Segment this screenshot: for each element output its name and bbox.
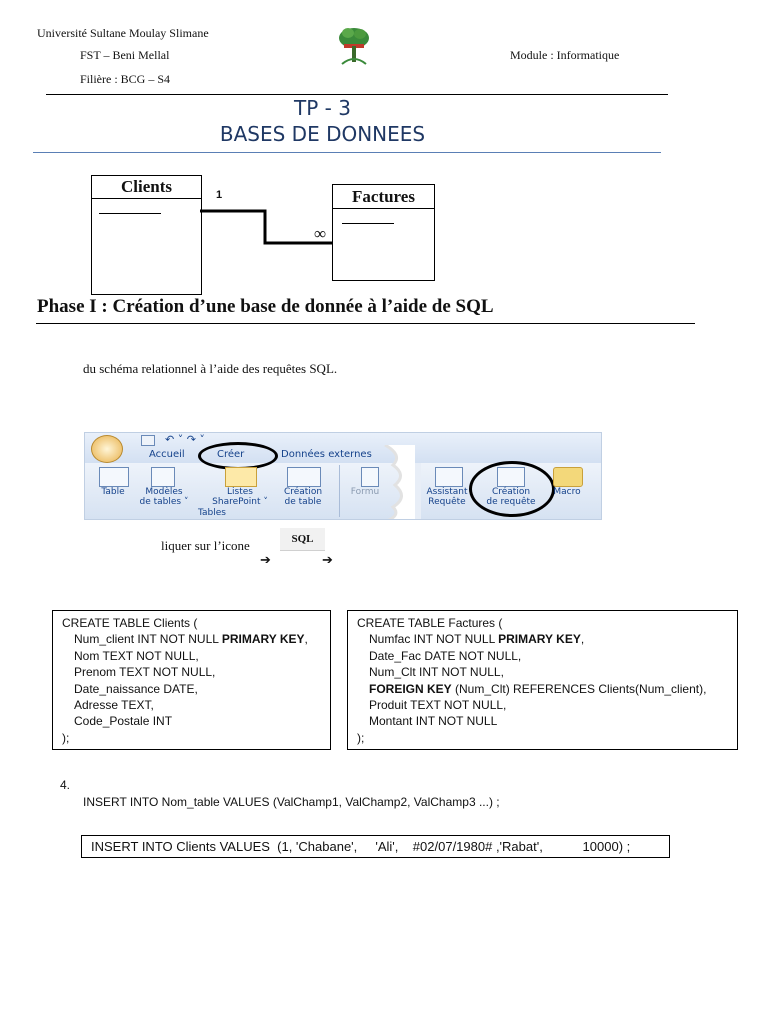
creation-requete-label[interactable]: Création de requête [486, 487, 536, 507]
group-divider [339, 465, 340, 517]
code-line: Num_Clt INT NOT NULL, [369, 665, 504, 680]
tp-number: TP - 3 [294, 96, 351, 120]
intro-text: du schéma relationnel à l’aide des requêtes SQL. [83, 361, 338, 376]
access-ribbon-screenshot [84, 432, 602, 520]
clients-entity-box [91, 175, 202, 295]
cardinality-many: ∞ [314, 224, 327, 243]
code-line: Numfac INT NOT NULL PRIMARY KEY, [369, 632, 585, 647]
step-number: 4. [60, 778, 71, 792]
title-rule [33, 152, 661, 153]
factures-entity-box [332, 184, 435, 281]
formulaire-label[interactable]: Formu [350, 487, 380, 497]
listes-sharepoint-icon[interactable] [225, 467, 257, 487]
code-line: Date_Fac DATE NOT NULL, [369, 648, 522, 663]
instruction-text: liquer sur l’icone [161, 538, 250, 553]
code-line: Montant INT NOT NULL [369, 714, 498, 729]
module-label: Module : Informatique [510, 48, 620, 62]
code-line: Produit TEXT NOT NULL, [369, 698, 507, 713]
code-line: Code_Postale INT [74, 714, 173, 729]
modeles-button-label[interactable]: Modèles de tables ˅ [139, 487, 189, 507]
office-button[interactable] [91, 435, 123, 463]
code-line: CREATE TABLE Factures ( [357, 616, 503, 630]
code-line: Num_client INT NOT NULL PRIMARY KEY, [74, 632, 308, 647]
phase-heading: Phase I : Création d’une base de donnée à l’aide de SQL [37, 296, 494, 317]
header-rule [46, 94, 668, 95]
insert-syntax: INSERT INTO Nom_table VALUES (ValChamp1, ValChamp2, ValChamp3 ...) ; [83, 795, 500, 809]
code-line: Prenom TEXT NOT NULL, [74, 665, 216, 680]
university-logo [336, 24, 372, 68]
code-line: FOREIGN KEY (Num_Clt) REFERENCES Clients(Num_client), [369, 681, 707, 696]
factures-create-table-box [347, 610, 738, 750]
assistant-requete-icon[interactable] [435, 467, 463, 487]
table-icon[interactable] [99, 467, 129, 487]
code-line: Nom TEXT NOT NULL, [74, 648, 199, 663]
university-name: Université Sultane Moulay Slimane [37, 26, 209, 40]
cardinality-one: 1 [216, 189, 223, 201]
insert-example-box: INSERT INTO Clients VALUES (1, 'Chabane', 'Ali', #02/07/1980# ,'Rabat', 10000) ; [81, 835, 670, 858]
filiere-label: Filière : BCG – S4 [80, 72, 171, 86]
code-line: ); [357, 730, 365, 745]
arrow-2: ➔ [322, 552, 333, 567]
creation-table-icon[interactable] [287, 467, 321, 487]
phase-rule [36, 323, 695, 324]
assistant-requete-label[interactable]: Assistant Requête [426, 487, 468, 507]
factures-entity-title: Factures [352, 187, 415, 206]
code-line: Date_naissance DATE, [74, 681, 198, 696]
tab-donnees-externes[interactable]: Données externes [281, 449, 372, 460]
sql-button-label: SQL [291, 533, 314, 545]
code-line: Adresse TEXT, [74, 698, 154, 713]
listes-button-label[interactable]: Listes SharePoint ˅ [212, 487, 268, 507]
modeles-icon[interactable] [151, 467, 175, 487]
factures-key-underline [342, 223, 394, 224]
torn-edge [367, 445, 415, 520]
sql-view-button[interactable] [280, 528, 325, 551]
arrow-1: ➔ [260, 552, 271, 567]
macro-icon[interactable] [553, 467, 583, 487]
macro-label[interactable]: Macro [553, 487, 581, 497]
creation-table-label[interactable]: Création de table [283, 487, 323, 507]
creer-highlight-ellipse [198, 442, 278, 470]
code-line: CREATE TABLE Clients ( [62, 616, 198, 630]
code-line: ); [62, 730, 70, 745]
clients-key-underline [99, 213, 161, 214]
undo-icon[interactable]: ↶ ˅ ↷ ˅ [165, 433, 205, 446]
clients-create-table-box [52, 610, 331, 750]
creation-requete-highlight-ellipse [469, 461, 555, 517]
table-button-label[interactable]: Table [101, 487, 125, 497]
faculty-name: FST – Beni Mellal [80, 48, 170, 62]
page-title: BASES DE DONNEES [219, 122, 426, 146]
tab-creer[interactable]: Créer [217, 449, 245, 460]
save-icon[interactable] [141, 435, 155, 446]
tables-group-label: Tables [198, 508, 226, 518]
clients-entity-title: Clients [121, 177, 172, 196]
tab-accueil[interactable]: Accueil [149, 449, 185, 460]
